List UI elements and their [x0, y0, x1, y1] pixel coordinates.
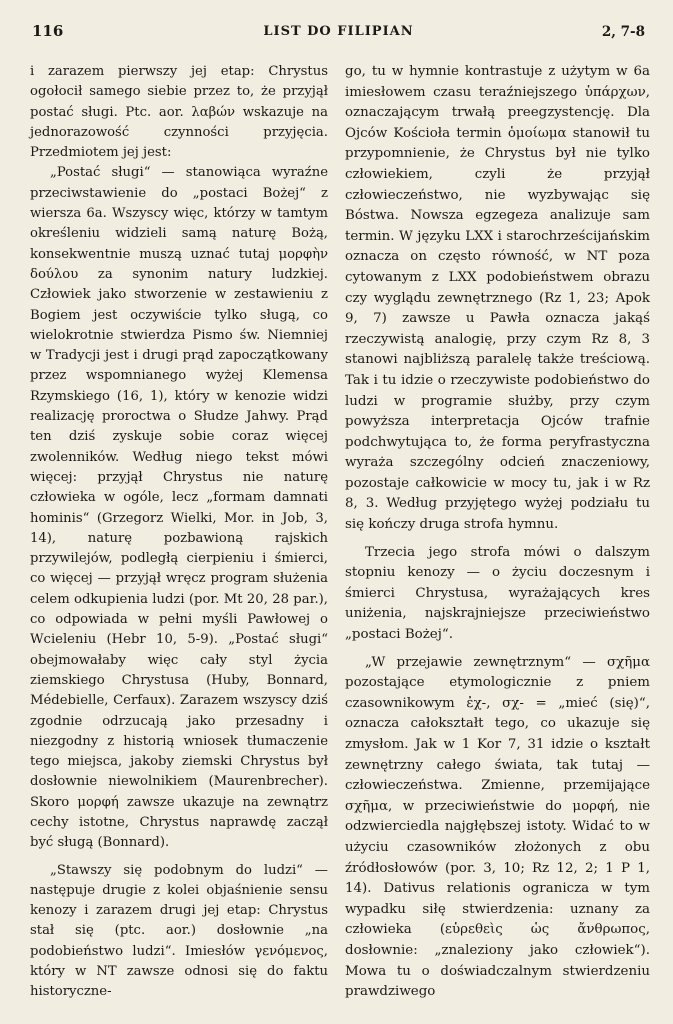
right-paragraph-3: „W przejawie zewnętrznym“ — σχῆμα pozostające etymologicznie z pniem czasownikowym ἐχ-, σχ- = „mieć (się)“, oznacza całokształt tego, co ukazuje się zmysłom. Jak w 1 Kor 7, 31 idzie o kształt zewnętrzny całego świata, tak tutaj — człowieczeństwa. Zmienne, przemijające σχῆμα, w przeciwieństwie do μορφή, nie odzwierciedla najgłębszej istoty. Widać to w użyciu czasowników złożonych z obu źródłosłowów (por. 3, 10; Rz 12, 2; 1 P 1, 14). Dativus relationis ogranicza w tym wypadku siłę stwierdzenia: uznany za człowieka (εὑρεθεὶς ὡς ἄνθρωπος, dosłownie: „znaleziony jako człowiek“). Mowa tu o doświadczalnym stwierdzeniu prawdziwego — [345, 654, 650, 1000]
left-paragraph-3: „Stawszy się podobnym do ludzi“ — następuje drugie z kolei objaśnienie sensu kenozy i zarazem drugi jej etap: Chrystus stał się (ptc. aor.) dosłownie „na podobieństwo ludzi“. Imiesłów γενόμενος, który w NT zawsze odnosi się do faktu historyczne- — [30, 862, 328, 1000]
right-paragraph-1: go, tu w hymnie kontrastuje z użytym w 6a imiesłowem czasu teraźniejszego ὑπάρχων, oznaczającym trwałą preegzystencję. Dla Ojców Kościoła termin ὁμοίωμα stanowił tu przypomnienie, że Chrystus był nie tylko człowiekiem, czyli że przyjął człowieczeństwo, nie wyzbywając się Bóstwa. Nowsza egzegeza analizuje sam termin. W języku LXX i starochrześcijańskim oznacza on często równość, w NT poza cytowanym z LXX podobieństwem obrazu czy wyglądu zewnętrznego (Rz 1, 23; Apok 9, 7) zawsze u Pawła oznacza jakąś rzeczywistą analogię, przy czym Rz 8, 3 stanowi najbliższą paralelę także treściową. Tak i tu idzie o rzeczywiste podobieństwo do ludzi w programie służby, przy czym powyższa interpretacja Ojców trafnie podchwytująca to, że forma peryfrastyczna wyraża szczególny odcień znaczeniowy, pozostaje całkowicie w mocy tu, jak i w Rz 8, 3. Według przyjętego wyżej podziału tu się kończy druga strofa hymnu. — [345, 64, 650, 533]
left-column — [30, 62, 328, 1003]
right-column — [345, 62, 650, 1003]
left-paragraph-1: i zarazem pierwszy jej etap: Chrystus ogołocił samego siebie przez to, że przyjął postać sługi. Ptc. aor. λαβών wskazuje na jednorazowość czynności przyjęcia. Przedmiotem jej jest: — [30, 64, 328, 161]
verse-reference: 2, 7-8 — [601, 24, 645, 40]
right-paragraph-2: Trzecia jego strofa mówi o dalszym stopniu kenozy — o życiu doczesnym i śmierci Chrystusa, wyrażających kres uniżenia, najskrajniejsze przeciwieństwo „postaci Bożej“. — [345, 544, 650, 643]
left-paragraph-2: „Postać sługi“ — stanowiąca wyraźne przeciwstawienie do „postaci Bożej“ z wiersza 6a. Wszyscy więc, którzy w tamtym określeniu widzieli samą naturę Bożą, konsekwentnie muszą uznać tutaj μορφὴν δούλου za synonim natury ludzkiej. Człowiek jako stworzenie w zestawieniu z Bogiem jest oczywiście tylko sługą, co wielokrotnie stwierdza Pismo św. Niemniej w Tradycji jest i drugi prąd zapoczątkowany przez wspomnianego wyżej Klemensa Rzymskiego (16, 1), który w kenozie widzi realizację proroctwa o Słudze Jahwy. Prąd ten dziś zyskuje sobie coraz więcej zwolenników. Według niego tekst mówi więcej: przyjął Chrystus nie naturę człowieka w ogóle, lecz „formam damnati hominis“ (Grzegorz Wielki, Mor. in Job, 3, 14), naturę pozbawioną rajskich przywilejów, podległą cierpieniu i śmierci, co więcej — przyjął wręcz program służenia celem odkupienia ludzi (por. Mt 20, 28 par.), co odpowiada w pełni myśli Pawłowej o Wcieleniu (Hebr 10, 5-9). „Postać sługi“ obejmowałaby więc cały styl życia ziemskiego Chrystusa (Huby, Bonnard, Médebielle, Cerfaux). Zarazem wszyscy dziś zgodnie odrzucają jako przesadny i niezgodny z historią wniosek tłumaczenie tego miejsca, jakoby ziemski Chrystus był dosłownie niewolnikiem (Maurenbrecher). Skoro μορφή zawsze ukazuje na zewnątrz cechy istotne, Chrystus naprawdę zaczął być sługą (Bonnard). — [30, 165, 328, 851]
page-number: 116 — [32, 22, 64, 40]
running-title: LIST DO FILIPIAN — [263, 24, 414, 39]
page-header — [32, 22, 645, 44]
